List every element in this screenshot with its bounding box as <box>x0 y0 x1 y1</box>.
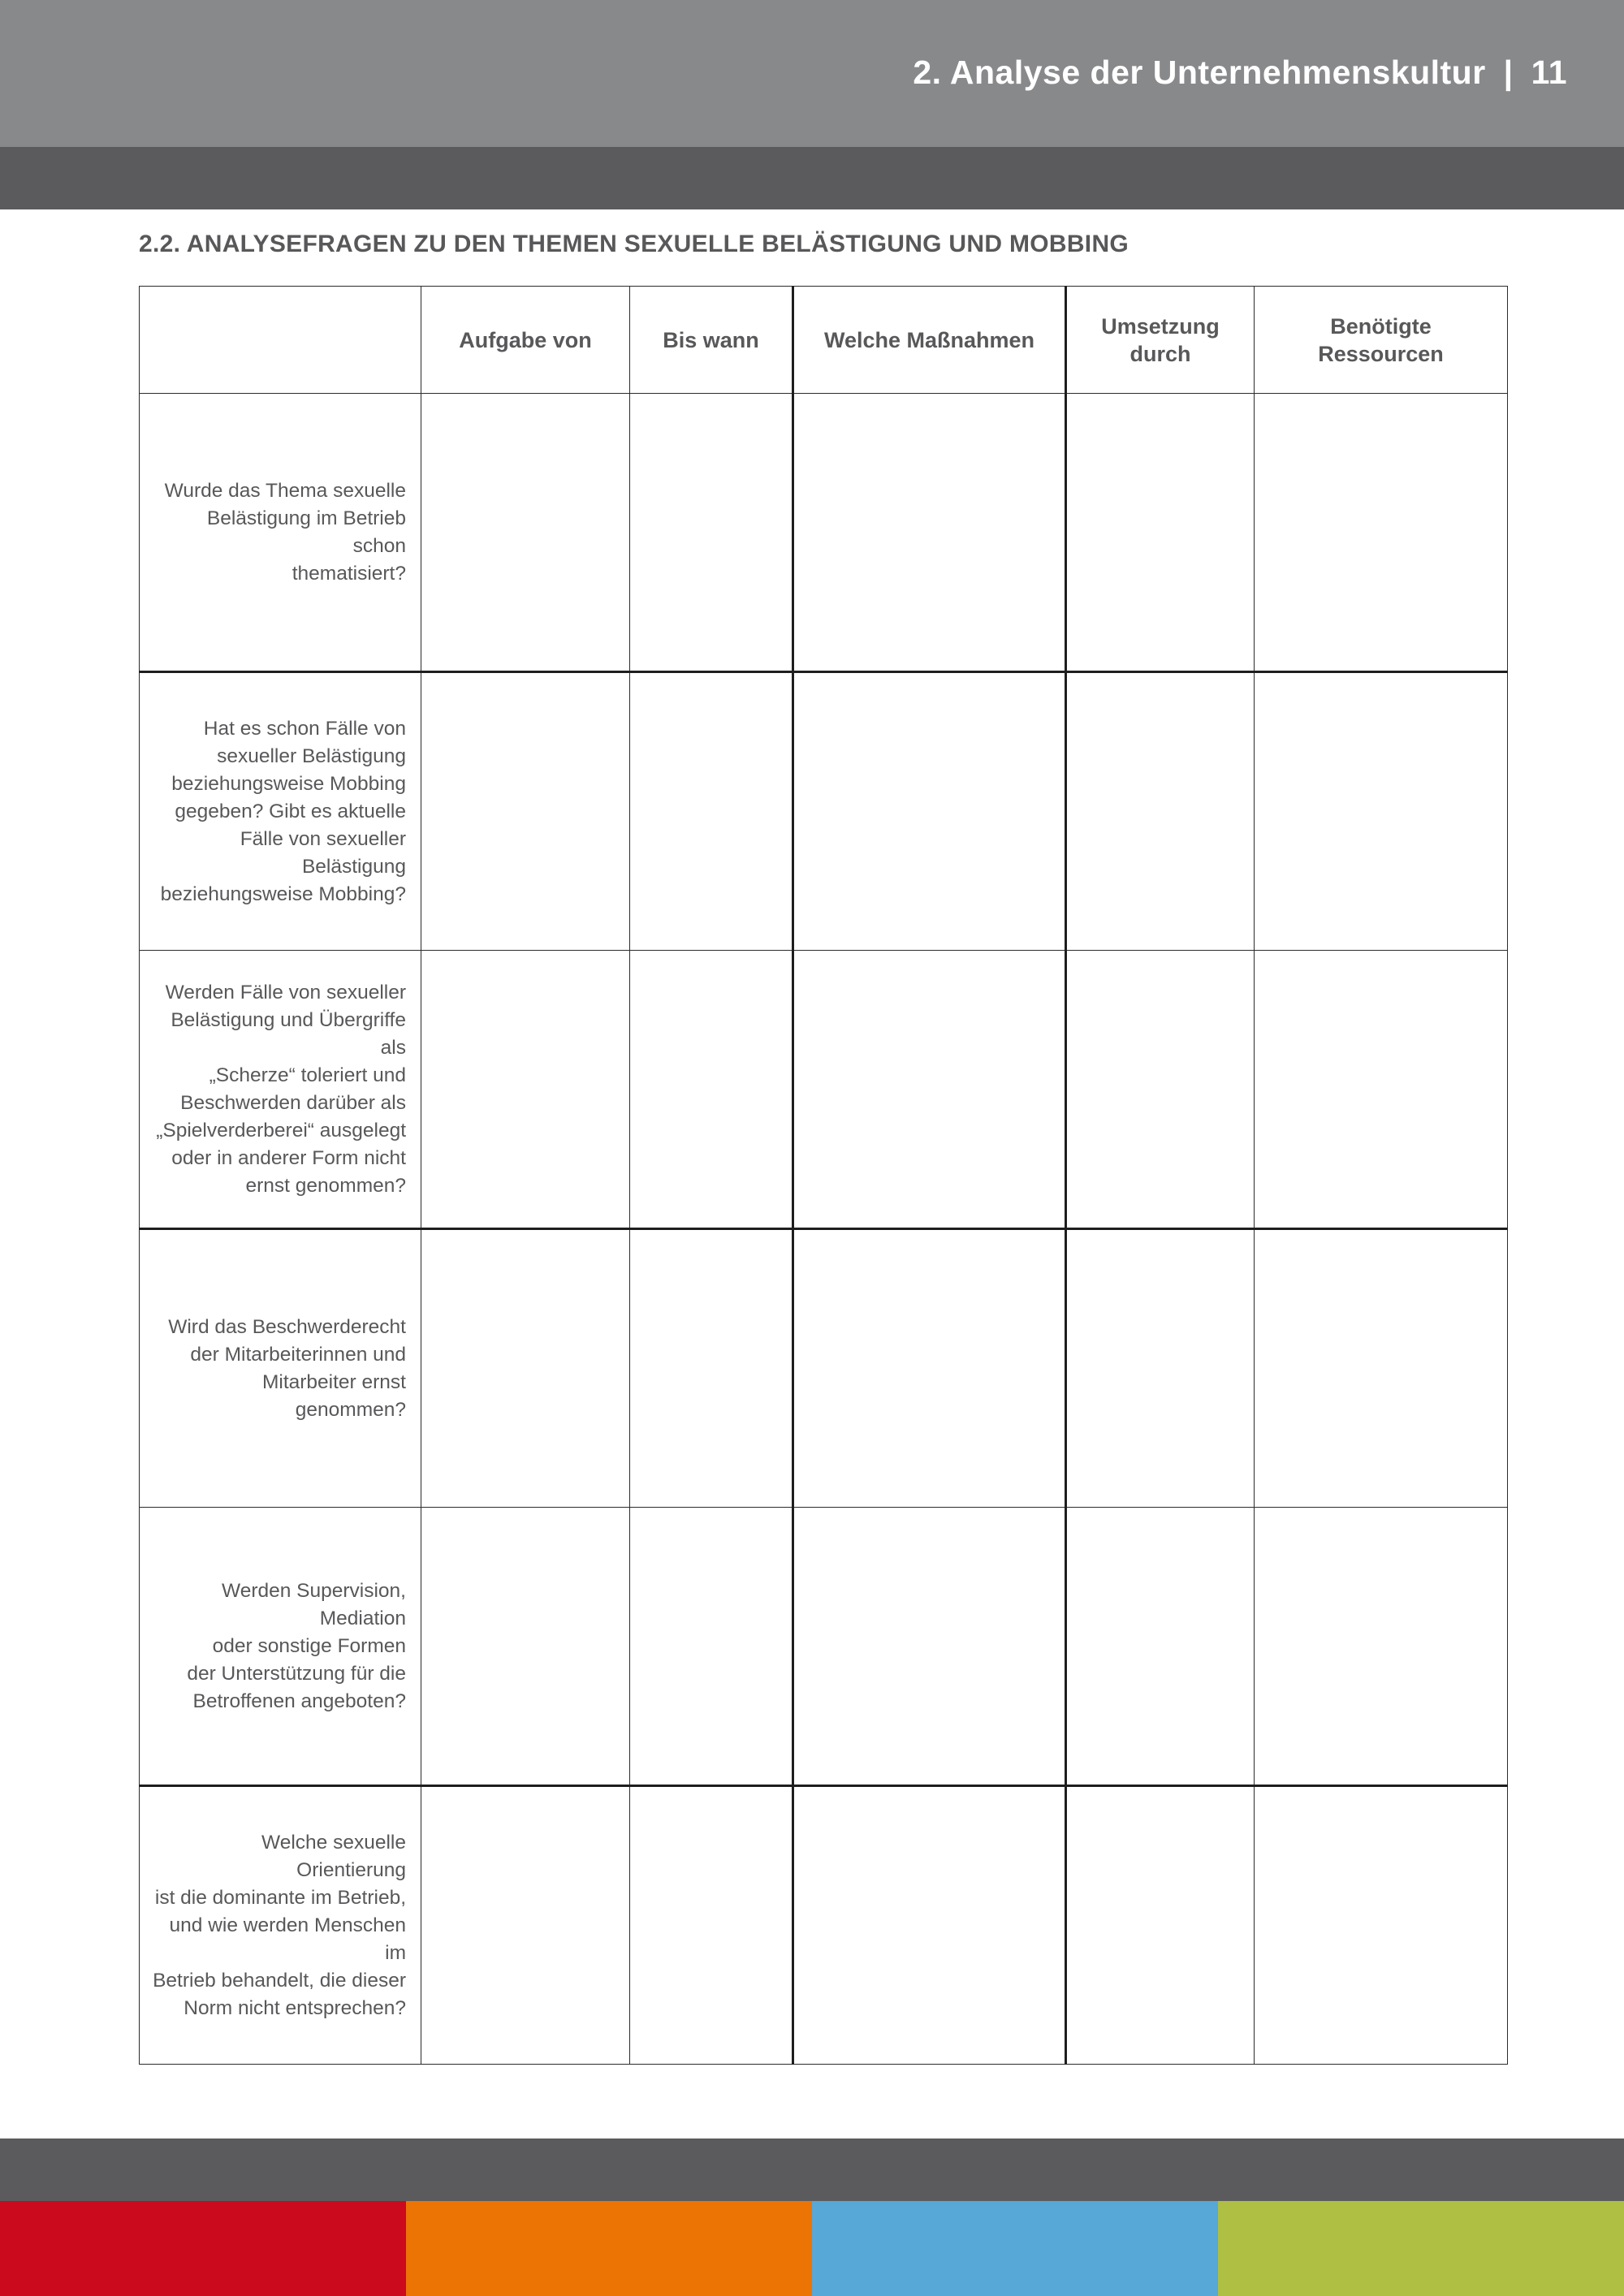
answer-cell-massnahmen[interactable] <box>793 1229 1066 1508</box>
answer-cell-aufgabe-von[interactable] <box>421 1229 630 1508</box>
answer-cell-ressourcen[interactable] <box>1255 394 1508 672</box>
answer-cell-umsetzung[interactable] <box>1066 1508 1255 1786</box>
question-cell: Hat es schon Fälle von sexueller Belästigung beziehungsweise Mobbing gegeben? Gibt es aktuelle Fälle von sexueller Belästigung beziehungsweise Mobbing? <box>140 672 421 951</box>
table-row <box>140 951 1508 1229</box>
answer-cell-bis-wann[interactable] <box>630 951 793 1229</box>
answer-cell-massnahmen[interactable] <box>793 394 1066 672</box>
header-cell-ressourcen: Benötigte Ressourcen <box>1255 287 1508 394</box>
answer-cell-aufgabe-von[interactable] <box>421 672 630 951</box>
chapter-title: 2. Analyse der Unternehmenskultur <box>913 54 1486 91</box>
table-row <box>140 1229 1508 1508</box>
answer-cell-umsetzung[interactable] <box>1066 672 1255 951</box>
footer-stripe-green <box>1218 2201 1624 2296</box>
table-row <box>140 672 1508 951</box>
answer-cell-massnahmen[interactable] <box>793 672 1066 951</box>
footer-stripe-blue <box>812 2201 1218 2296</box>
answer-cell-ressourcen[interactable] <box>1255 672 1508 951</box>
answer-cell-bis-wann[interactable] <box>630 1786 793 2065</box>
answer-cell-umsetzung[interactable] <box>1066 1229 1255 1508</box>
answer-cell-ressourcen[interactable] <box>1255 951 1508 1229</box>
header-cell-umsetzung: Umsetzung durch <box>1066 287 1255 394</box>
table-row <box>140 1508 1508 1786</box>
answer-cell-massnahmen[interactable] <box>793 1508 1066 1786</box>
answer-cell-aufgabe-von[interactable] <box>421 951 630 1229</box>
answer-cell-massnahmen[interactable] <box>793 951 1066 1229</box>
header-separator: | <box>1503 54 1514 91</box>
question-cell: Wurde das Thema sexuelle Belästigung im Betrieb schon thematisiert? <box>140 394 421 672</box>
answer-cell-umsetzung[interactable] <box>1066 394 1255 672</box>
table-header-row <box>140 287 1508 394</box>
question-cell: Werden Fälle von sexueller Belästigung und Übergriffe als „Scherze“ toleriert und Beschwerden darüber als „Spielverderberei“ ausgelegt oder in anderer Form nicht ernst genommen? <box>140 951 421 1229</box>
answer-cell-bis-wann[interactable] <box>630 1229 793 1508</box>
page-number: 11 <box>1531 54 1567 91</box>
header-cell-bis-wann: Bis wann <box>630 287 793 394</box>
question-cell: Wird das Beschwerderecht der Mitarbeiterinnen und Mitarbeiter ernst genommen? <box>140 1229 421 1508</box>
answer-cell-ressourcen[interactable] <box>1255 1786 1508 2065</box>
header-cell-massnahmen: Welche Maßnahmen <box>793 287 1066 394</box>
answer-cell-umsetzung[interactable] <box>1066 951 1255 1229</box>
answer-cell-aufgabe-von[interactable] <box>421 1508 630 1786</box>
section-heading: 2.2. ANALYSEFRAGEN ZU DEN THEMEN SEXUELLE BELÄSTIGUNG UND MOBBING <box>139 231 1129 257</box>
page-header <box>0 0 1624 147</box>
table-row <box>140 1786 1508 2065</box>
header-cell-aufgabe-von: Aufgabe von <box>421 287 630 394</box>
footer-color-stripes <box>0 2201 1624 2296</box>
answer-cell-massnahmen[interactable] <box>793 1786 1066 2065</box>
footer-stripe-red <box>0 2201 406 2296</box>
answer-cell-bis-wann[interactable] <box>630 394 793 672</box>
answer-cell-umsetzung[interactable] <box>1066 1786 1255 2065</box>
table-row <box>140 394 1508 672</box>
footer-stripe-orange <box>406 2201 812 2296</box>
answer-cell-aufgabe-von[interactable] <box>421 1786 630 2065</box>
running-header <box>913 54 1567 92</box>
answer-cell-bis-wann[interactable] <box>630 672 793 951</box>
header-cell-empty <box>140 287 421 394</box>
header-band <box>0 147 1624 209</box>
question-cell: Werden Supervision, Mediation oder sonstige Formen der Unterstützung für die Betroffenen angeboten? <box>140 1508 421 1786</box>
footer-band <box>0 2138 1624 2201</box>
question-cell: Welche sexuelle Orientierung ist die dominante im Betrieb, und wie werden Menschen im Betrieb behandelt, die dieser Norm nicht entsprechen? <box>140 1786 421 2065</box>
answer-cell-bis-wann[interactable] <box>630 1508 793 1786</box>
answer-cell-ressourcen[interactable] <box>1255 1508 1508 1786</box>
analysis-table <box>139 286 1508 2065</box>
answer-cell-aufgabe-von[interactable] <box>421 394 630 672</box>
answer-cell-ressourcen[interactable] <box>1255 1229 1508 1508</box>
